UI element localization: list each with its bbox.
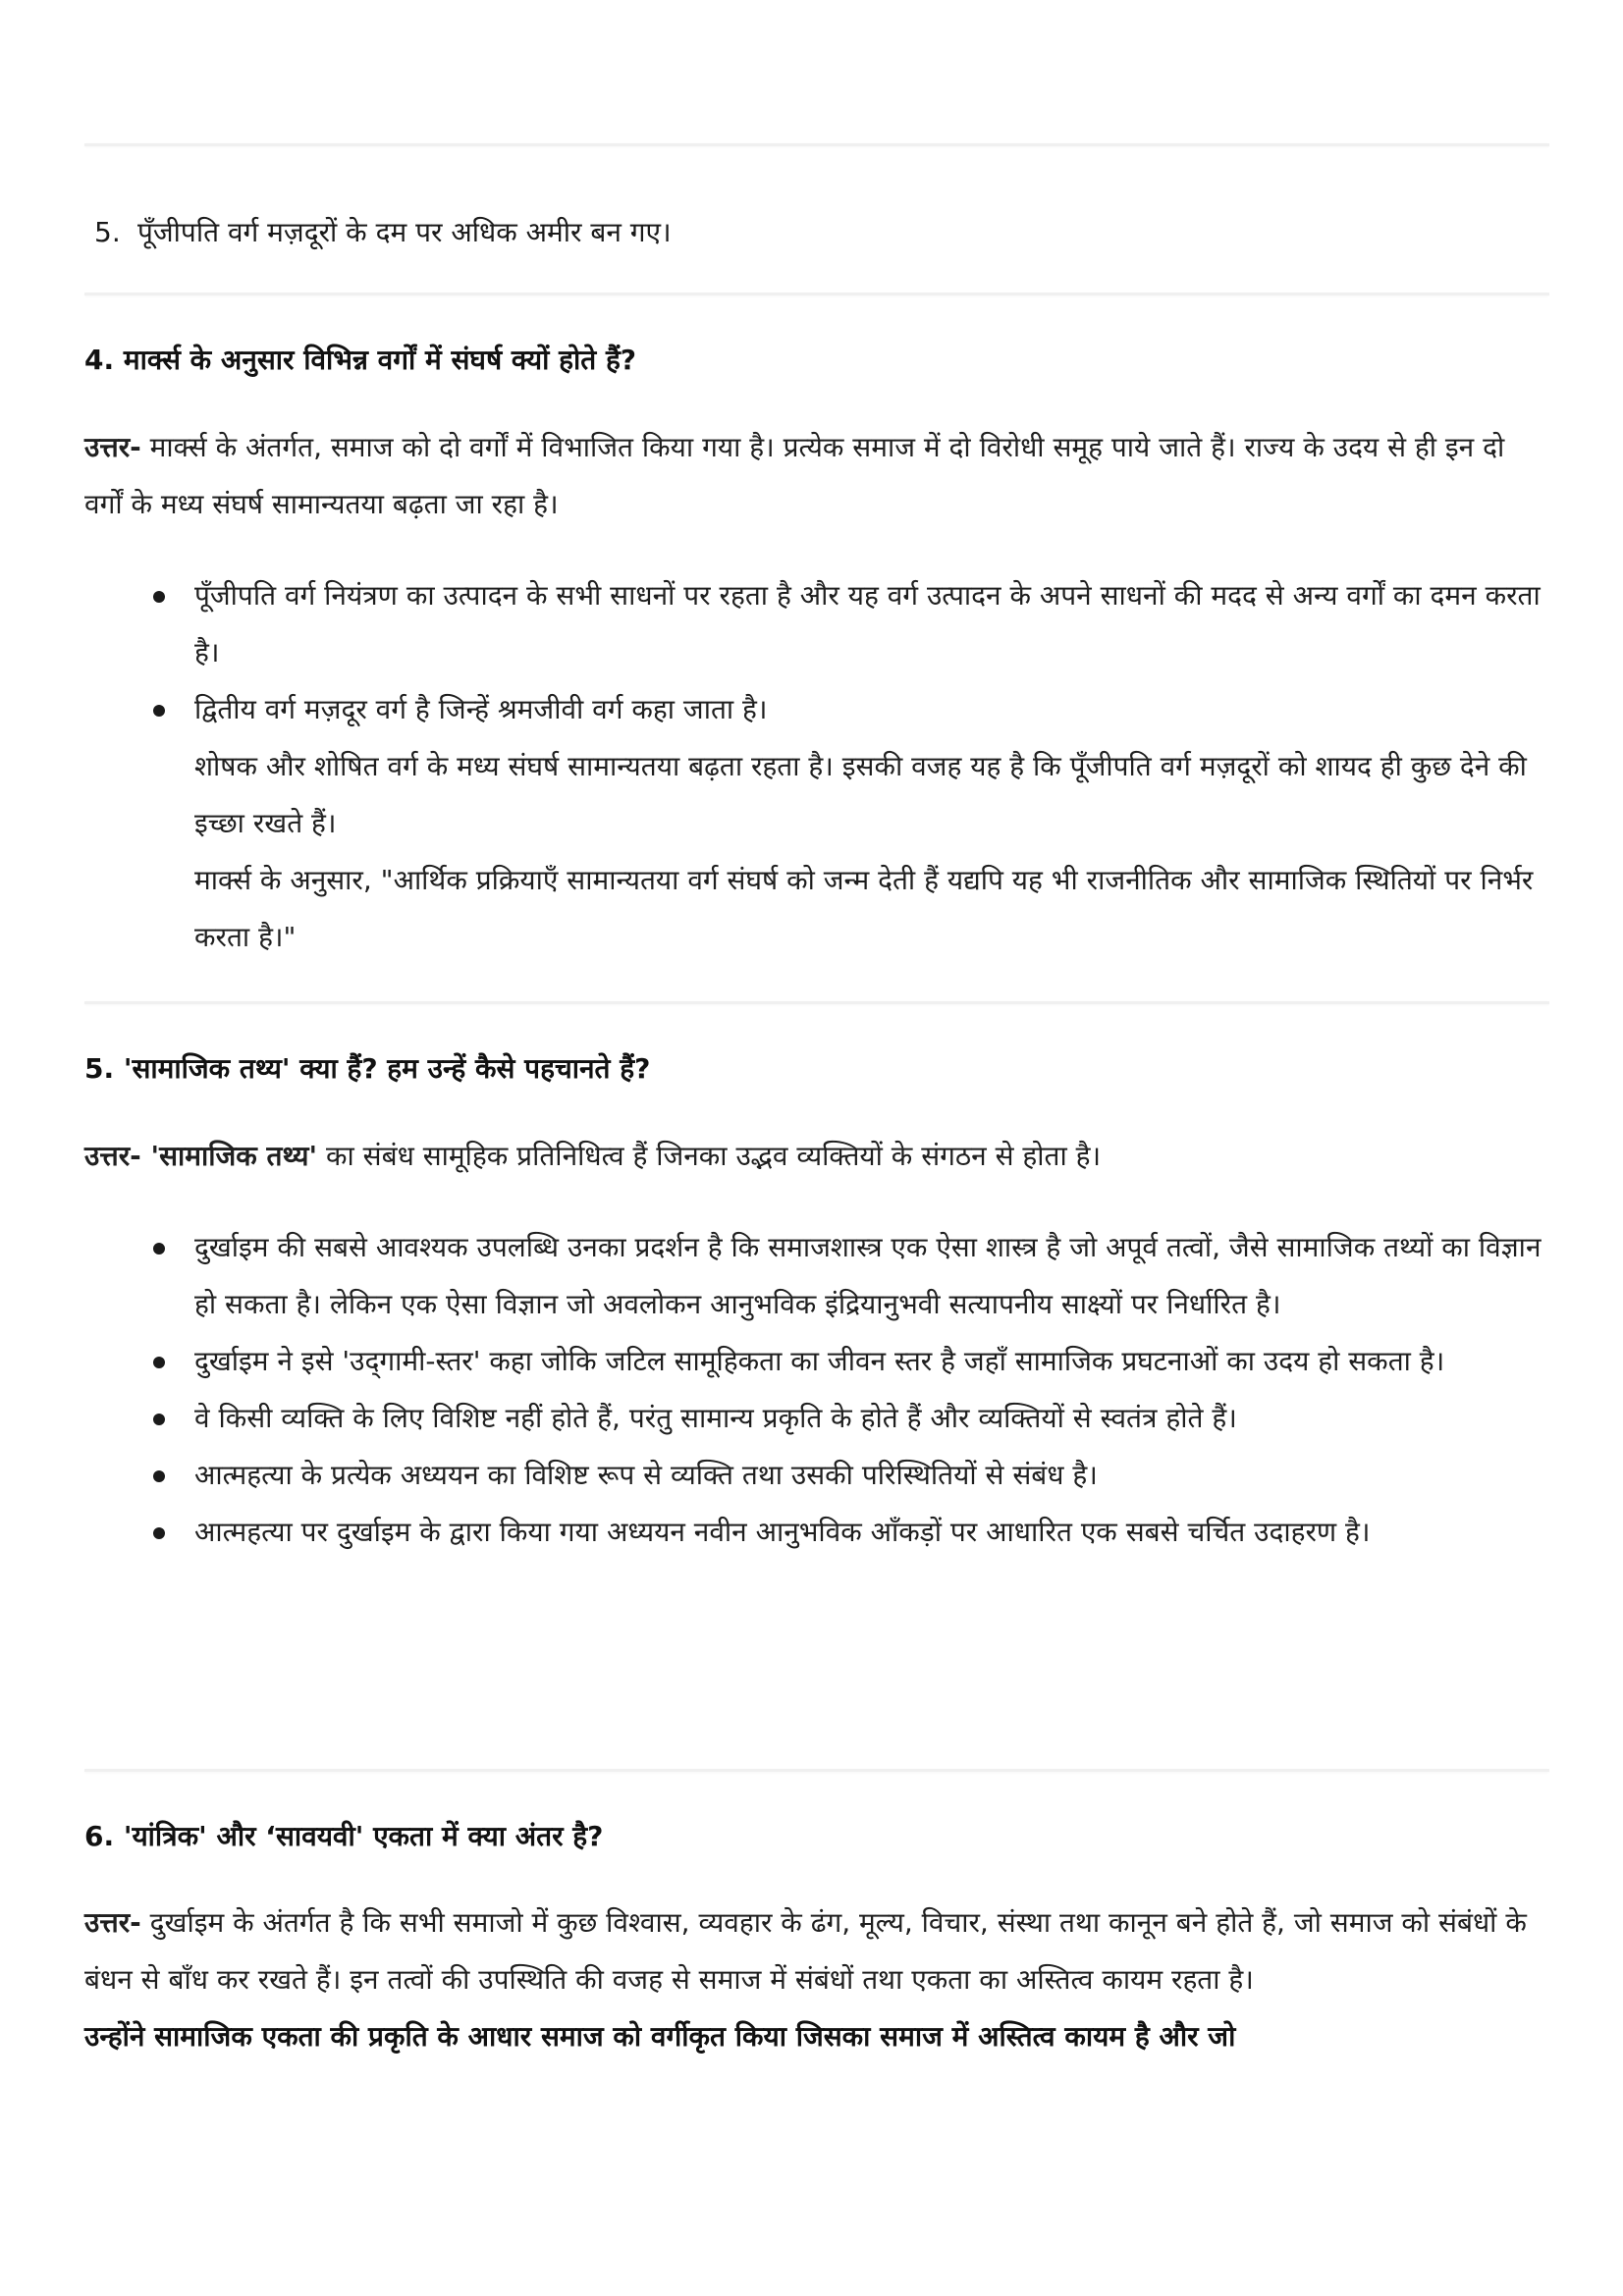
question-4-answer <box>84 419 1549 533</box>
bold-continuation: उन्होंने सामाजिक एकता की प्रकृति के आधार समाज को वर्गीकृत किया जिसका समाज में अस्तित्व कायम है और जो <box>84 2020 1236 2053</box>
list-item: दुर्खाइम की सबसे आवश्यक उपलब्धि उनका प्रदर्शन है कि समाजशास्त्र एक ऐसा शास्त्र है जो अपूर्व तत्वों, जैसे सामाजिक तथ्यों का विज्ञान हो सकता है। लेकिन एक ऐसा विज्ञान जो अवलोकन आनुभविक इंद्रियानुभवी सत्यापनीय साक्ष्यों पर निर्धारित है। <box>84 1219 1549 1333</box>
list-item: वे किसी व्यक्ति के लिए विशिष्ट नहीं होते हैं, परंतु सामान्य प्रकृति के होते हैं और व्यक्तियों से स्वतंत्र होते हैं। <box>84 1390 1549 1447</box>
list-item: आत्महत्या के प्रत्येक अध्ययन का विशिष्ट रूप से व्यक्ति तथा उसकी परिस्थितियों से संबंध है। <box>84 1447 1549 1504</box>
section-divider <box>84 1001 1549 1004</box>
question-4-heading: 4. मार्क्स के अनुसार विभिन्न वर्गों में संघर्ष क्यों होते हैं? <box>84 344 637 376</box>
question-6-heading: 6. 'यांत्रिक' और ‘सावयवी' एकता में क्या अंतर है? <box>84 1820 604 1852</box>
answer-label: उत्तर- <box>84 1906 141 1939</box>
item-text: पूँजीपति वर्ग मज़दूरों के दम पर अधिक अमीर बन गए। <box>137 216 672 248</box>
item-number: 5. <box>94 216 121 248</box>
answer-text: का संबंध सामूहिक प्रतिनिधित्व हैं जिनका उद्भव व्यक्तियों के संगठन से होता है। <box>317 1140 1102 1172</box>
answer-text: दुर्खाइम के अंतर्गत है कि सभी समाजो में कुछ विश्वास, व्यवहार के ढंग, मूल्य, विचार, संस्था तथा कानून बने होते हैं, जो समाज को संबंधों के बंधन से बाँध कर रखते हैं। इन तत्वों की उपस्थिति की वजह से समाज में संबंधों तथा एकता का अस्तित्व कायम रहता है। <box>84 1906 1527 1996</box>
list-item: आत्महत्या पर दुर्खाइम के द्वारा किया गया अध्ययन नवीन आनुभविक आँकड़ों पर आधारित एक सबसे चर्चित उदाहरण है। <box>84 1504 1549 1561</box>
answer-text: मार्क्स के अंतर्गत, समाज को दो वर्गों में विभाजित किया गया है। प्रत्येक समाज में दो विरोधी समूह पाये जाते हैं। राज्य के उदय से ही इन दो वर्गों के मध्य संघर्ष सामान्यतया बढ़ता जा रहा है। <box>84 431 1505 520</box>
bullet-icon <box>153 705 165 717</box>
answer-label: उत्तर- <box>84 1140 141 1172</box>
list-item: दुर्खाइम ने इसे 'उद्‌गामी-स्तर' कहा जोकि जटिल सामूहिकता का जीवन स्तर है जहाँ सामाजिक प्रघटनाओं का उदय हो सकता है। <box>84 1333 1549 1390</box>
bullet-icon <box>153 1527 165 1539</box>
list-item: द्वितीय वर्ग मज़दूर वर्ग है जिन्हें श्रमजीवी वर्ग कहा जाता है। शोषक और शोषित वर्ग के मध्य संघर्ष सामान्यतया बढ़ता रहता है। इसकी वजह यह है कि पूँजीपति वर्ग मज़दूरों को शायद ही कुछ देने की इच्छा रखते हैं। मार्क्स के अनुसार, "आर्थिक प्रक्रियाएँ सामान्यतया वर्ग संघर्ष को जन्म देती हैं यद्यपि यह भी राजनीतिक और सामाजिक स्थितियों पर निर्भर करता है।" <box>84 681 1549 966</box>
continuation-text: शोषक और शोषित वर्ग के मध्य संघर्ष सामान्यतया बढ़ता रहता है। इसकी वजह यह है कि पूँजीपति वर्ग मज़दूरों को शायद ही कुछ देने की इच्छा रखते हैं। <box>194 750 1527 839</box>
bullet-icon <box>153 1414 165 1425</box>
bullet-icon <box>153 1470 165 1482</box>
numbered-item <box>94 204 672 261</box>
bullet-icon <box>153 1243 165 1255</box>
question-5-answer <box>84 1128 1549 1185</box>
bullet-icon <box>153 1357 165 1368</box>
question-5-bullets <box>84 1219 1549 1561</box>
continuation-quote: मार्क्स के अनुसार, "आर्थिक प्रक्रियाएँ सामान्यतया वर्ग संघर्ष को जन्म देती हैं यद्यपि यह भी राजनीतिक और सामाजिक स्थितियों पर निर्भर करता है।" <box>194 864 1534 953</box>
answer-label: उत्तर- <box>84 431 141 463</box>
list-item: पूँजीपति वर्ग नियंत्रण का उत्पादन के सभी साधनों पर रहता है और यह वर्ग उत्पादन के अपने साधनों की मदद से अन्य वर्गों का दमन करता है। <box>84 567 1549 681</box>
section-divider <box>84 143 1549 146</box>
section-divider <box>84 1769 1549 1772</box>
question-6-answer <box>84 1895 1549 2065</box>
bullet-icon <box>153 591 165 603</box>
question-5-heading: 5. 'सामाजिक तथ्य' क्या हैं? हम उन्हें कैसे पहचानते हैं? <box>84 1052 651 1085</box>
section-divider <box>84 293 1549 295</box>
answer-bold-term: 'सामाजिक तथ्य' <box>140 1140 318 1172</box>
question-4-bullets <box>84 567 1549 966</box>
